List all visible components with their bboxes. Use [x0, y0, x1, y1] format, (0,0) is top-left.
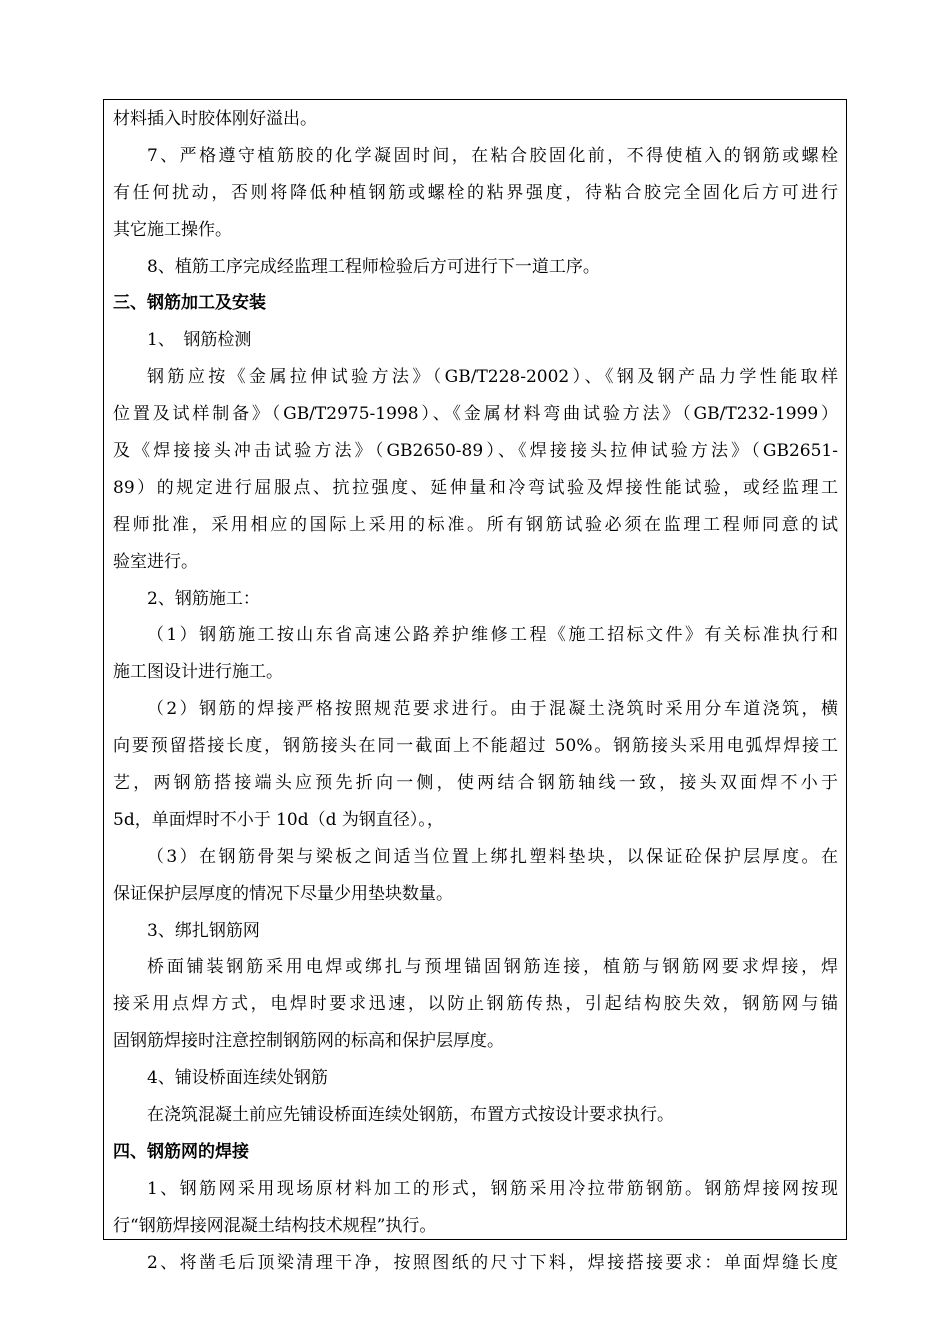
- text-line: 位置及试样制备》（GB/T2975-1998）、《金属材料弯曲试验方法》（GB/T232-1999）: [113, 404, 838, 425]
- text-line: 施工图设计进行施工。: [113, 662, 283, 683]
- text-line: 有任何扰动，否则将降低种植钢筋或螺栓的粘界强度，待粘合胶完全固化后方可进行: [113, 182, 838, 203]
- text-line: 保证保护层厚度的情况下尽量少用垫块数量。: [113, 883, 453, 904]
- text-line: 在浇筑混凝土前应先铺设桥面连续处钢筋，布置方式按设计要求执行。: [147, 1105, 674, 1126]
- text-line: 其它施工操作。: [113, 219, 232, 240]
- text-line: 89）的规定进行屈服点、抗拉强度、延伸量和冷弯试验及焊接性能试验，或经监理工: [113, 477, 838, 498]
- text-line: 程师批准，采用相应的国际上采用的标准。所有钢筋试验必须在监理工程师同意的试: [113, 514, 838, 535]
- text-line: 向要预留搭接长度，钢筋接头在同一截面上不能超过 50%。钢筋接头采用电弧焊焊接工: [113, 736, 838, 757]
- text-line: （1）钢筋施工按山东省高速公路养护维修工程《施工招标文件》有关标准执行和: [147, 625, 838, 646]
- text-line: （3）在钢筋骨架与梁板之间适当位置上绑扎塑料垫块，以保证砼保护层厚度。在: [147, 846, 838, 867]
- text-line: 1、 钢筋检测: [147, 330, 252, 351]
- section-heading: 四、钢筋网的焊接: [113, 1141, 249, 1162]
- text-line: 桥面铺装钢筋采用电焊或绑扎与预埋锚固钢筋连接，植筋与钢筋网要求焊接，焊: [147, 957, 838, 978]
- document-body: [113, 101, 838, 1282]
- text-line: 4、铺设桥面连续处钢筋: [147, 1068, 328, 1089]
- text-line: 1、钢筋网采用现场原材料加工的形式，钢筋采用冷拉带筋钢筋。钢筋焊接网按现: [147, 1178, 838, 1199]
- text-line: 5d，单面焊时不小于 10d（d 为钢直径）。，: [113, 809, 444, 830]
- text-line: 8、植筋工序完成经监理工程师检验后方可进行下一道工序。: [147, 256, 600, 277]
- text-line: （2）钢筋的焊接严格按照规范要求进行。由于混凝土浇筑时采用分车道浇筑，横: [147, 699, 838, 720]
- text-line: 艺，两钢筋搭接端头应预先折向一侧，使两结合钢筋轴线一致，接头双面焊不小于: [113, 773, 838, 794]
- text-line: 钢筋应按《金属拉伸试验方法》（GB/T228-2002）、《钢及钢产品力学性能取样: [147, 367, 838, 388]
- text-line: 验室进行。: [113, 551, 198, 572]
- text-line: 2、将凿毛后顶梁清理干净，按照图纸的尺寸下料，焊接搭接要求：单面焊缝长度: [147, 1252, 838, 1273]
- text-line: 7、严格遵守植筋胶的化学凝固时间，在粘合胶固化前，不得使植入的钢筋或螺栓: [147, 145, 838, 166]
- section-heading: 三、钢筋加工及安装: [113, 293, 266, 314]
- text-line: 材料插入时胶体刚好溢出。: [113, 109, 317, 129]
- text-line: 接采用点焊方式，电焊时要求迅速，以防止钢筋传热，引起结构胶失效，钢筋网与锚: [113, 994, 838, 1015]
- text-line: 2、钢筋施工：: [147, 588, 260, 609]
- text-line: 行“钢筋焊接网混凝土结构技术规程”执行。: [113, 1215, 437, 1236]
- text-line: 3、绑扎钢筋网: [147, 920, 260, 941]
- text-line: 固钢筋焊接时注意控制钢筋网的标高和保护层厚度。: [113, 1031, 504, 1052]
- text-line: 及《焊接接头冲击试验方法》（GB2650-89）、《焊接接头拉伸试验方法》（GB2651-: [113, 441, 838, 462]
